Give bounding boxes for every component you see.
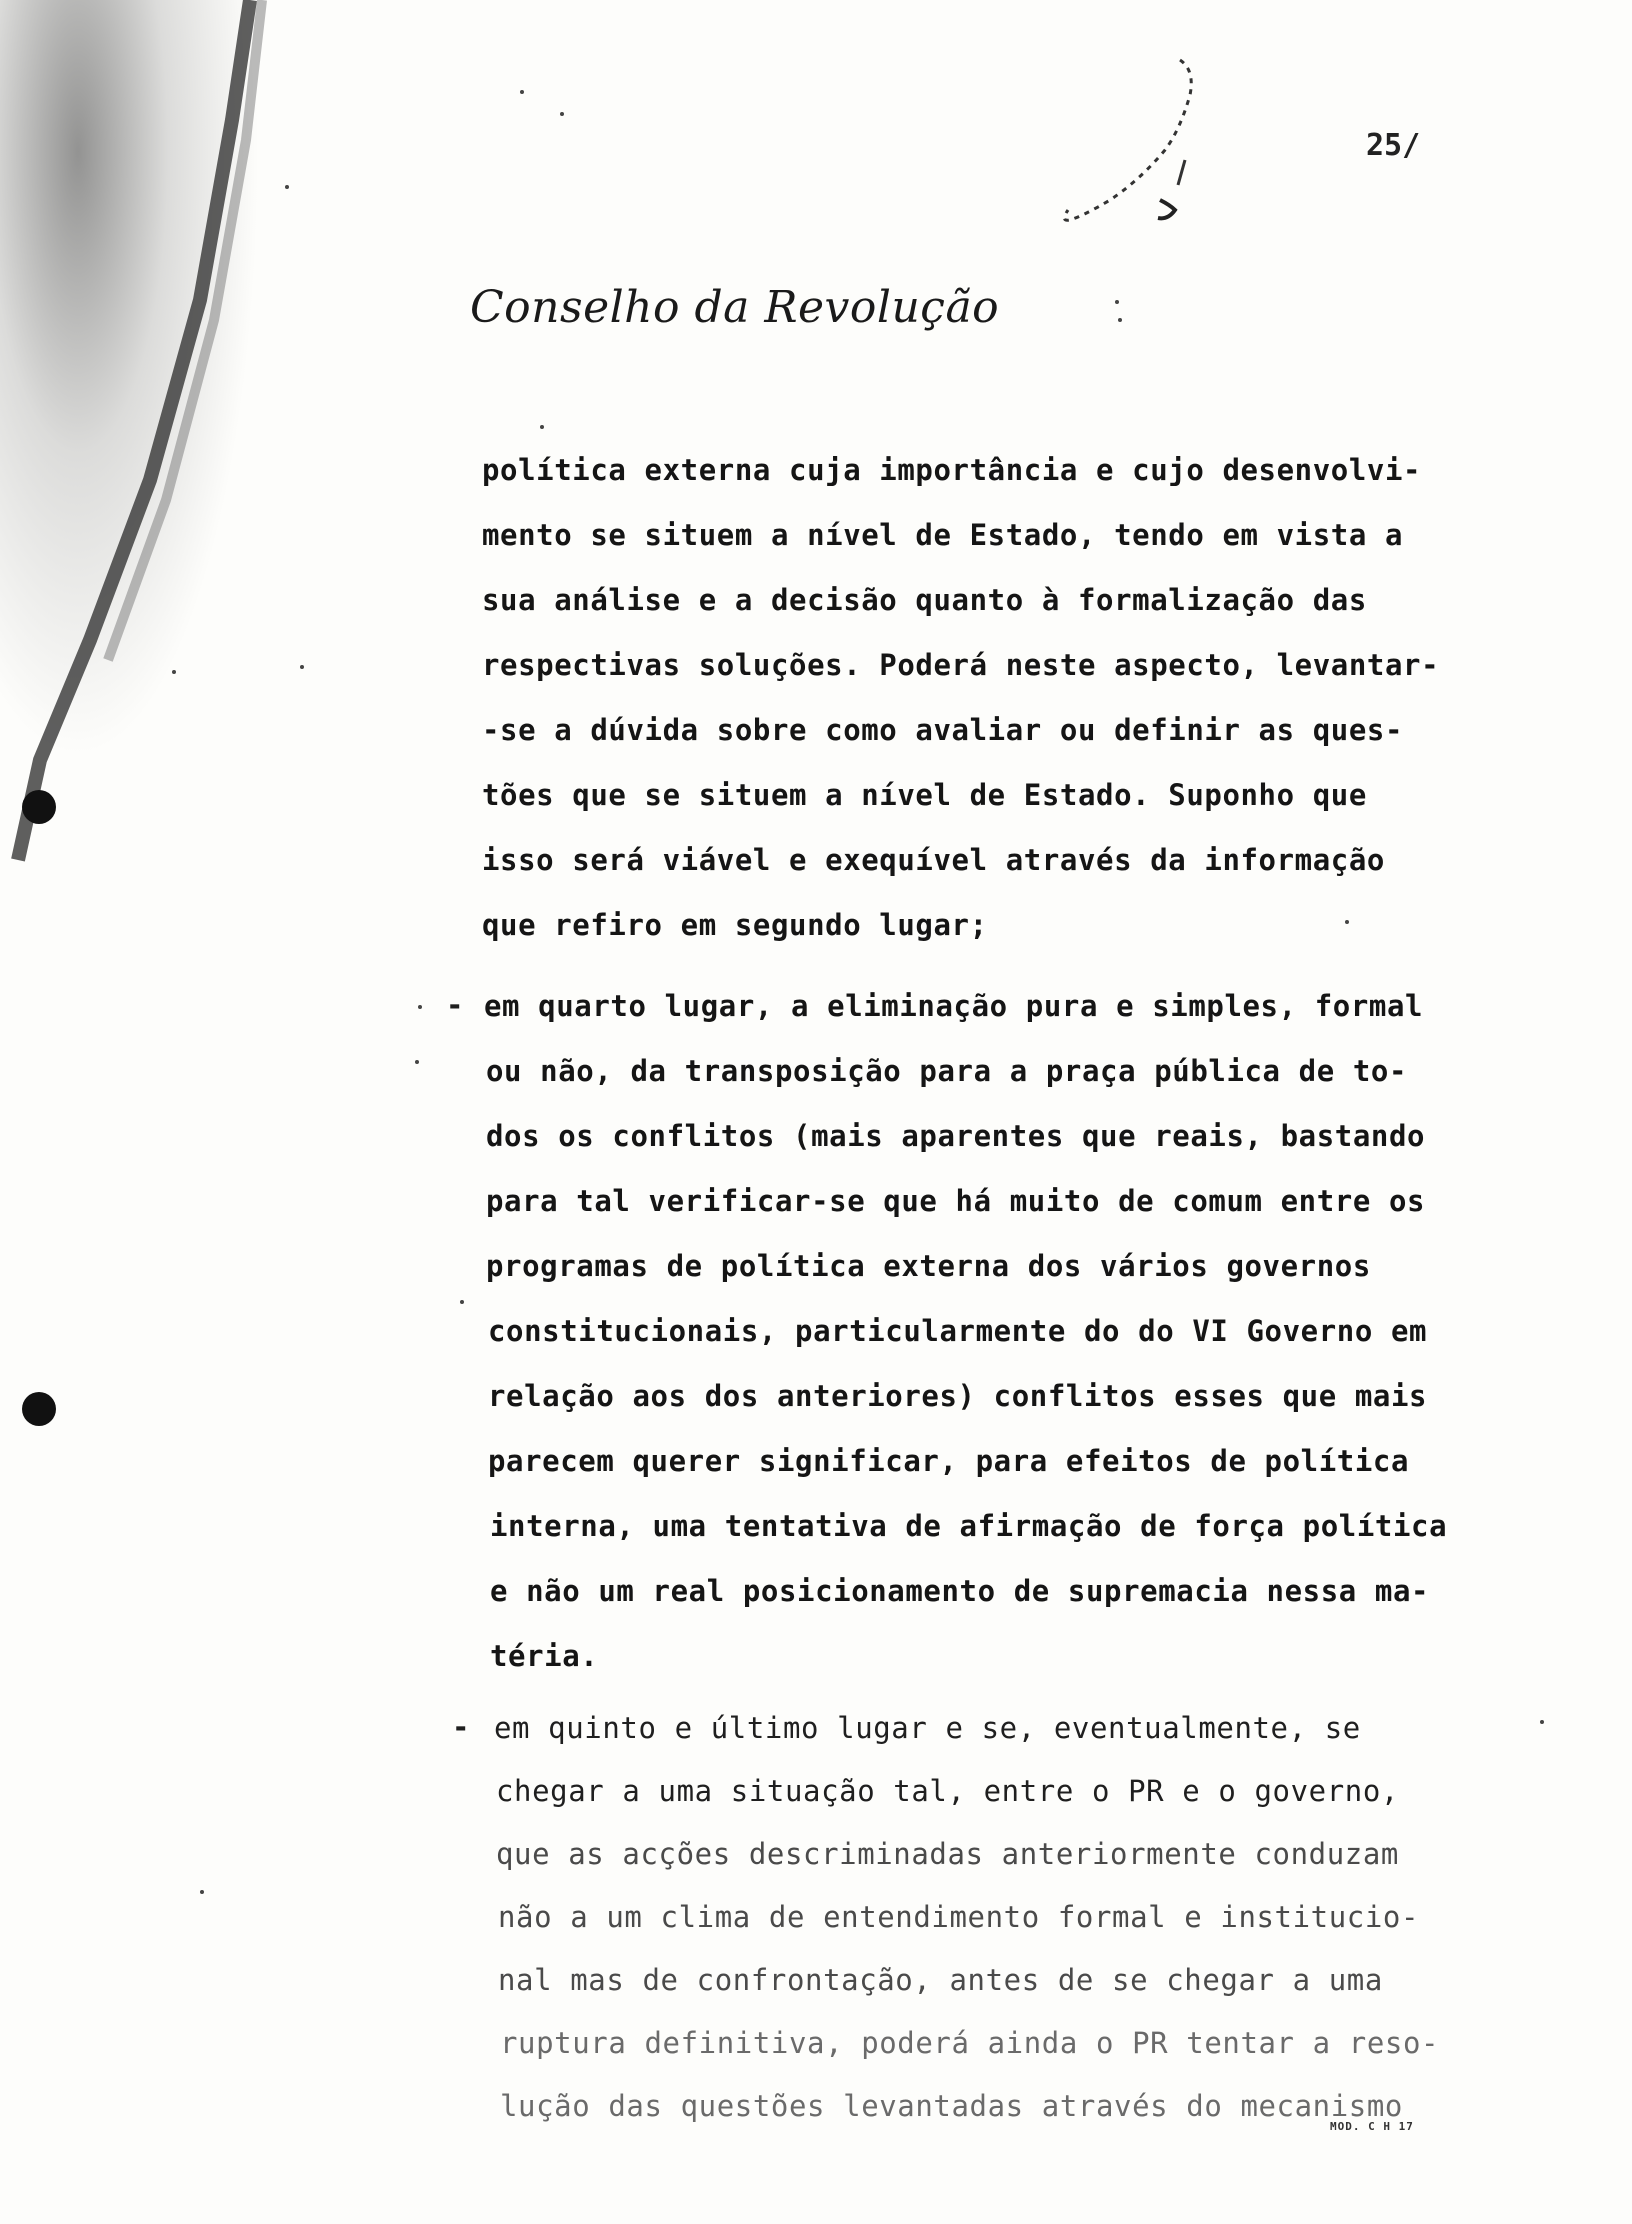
text-line: programas de política externa dos vários governos: [486, 1249, 1371, 1283]
text-line: relação aos dos anteriores) conflitos esses que mais: [488, 1379, 1428, 1413]
letterhead-title: Conselho da Revolução: [470, 282, 1000, 333]
text-line: tões que se situem a nível de Estado. Suponho que: [482, 778, 1367, 812]
text-line: isso será viável e exequível através da informação: [482, 843, 1385, 877]
bullet-dash: -: [446, 988, 464, 1022]
scan-speck: [415, 1060, 419, 1064]
punch-hole-bottom: [22, 1392, 56, 1426]
text-line: ruptura definitiva, poderá ainda o PR tentar a reso-: [500, 2026, 1440, 2060]
scan-speck: [520, 90, 524, 94]
text-line: e não um real posicionamento de supremacia nessa ma-: [490, 1574, 1430, 1608]
scan-speck: [172, 670, 176, 674]
text-line: constitucionais, particularmente do do VI Governo em: [488, 1314, 1428, 1348]
text-line: parecem querer significar, para efeitos de política: [488, 1444, 1410, 1478]
text-line: em quinto e último lugar e se, eventualmente, se: [494, 1711, 1361, 1745]
text-line: em quarto lugar, a eliminação pura e simples, formal: [484, 989, 1424, 1023]
text-line: respectivas soluções. Poderá neste aspecto, levantar-: [482, 648, 1440, 682]
text-line: sua análise e a decisão quanto à formalização das: [482, 583, 1367, 617]
scan-edge-streak: [0, 0, 300, 900]
text-line: que refiro em segundo lugar;: [482, 908, 988, 942]
bullet-dash: -: [452, 1710, 470, 1744]
scan-speck: [285, 185, 289, 189]
scan-speck: [460, 1300, 464, 1304]
text-line: não a um clima de entendimento formal e institucio-: [498, 1900, 1420, 1934]
scan-speck: [560, 112, 564, 116]
scan-speck: [200, 1890, 204, 1894]
scan-speck: [1115, 300, 1119, 304]
text-line: nal mas de confrontação, antes de se chegar a uma: [498, 1963, 1383, 1997]
punch-hole-top: [22, 790, 56, 824]
scan-speck: [1345, 920, 1349, 924]
text-line: -se a dúvida sobre como avaliar ou definir as ques-: [482, 713, 1404, 747]
text-line: chegar a uma situação tal, entre o PR e o governo,: [496, 1774, 1399, 1808]
text-line: que as acções descriminadas anteriormente conduzam: [496, 1837, 1399, 1871]
scan-speck: [300, 665, 304, 669]
text-line: téria.: [490, 1639, 599, 1673]
text-line: mento se situem a nível de Estado, tendo em vista a: [482, 518, 1404, 552]
text-line: política externa cuja importância e cujo desenvolvi-: [482, 453, 1422, 487]
scan-speck: [540, 425, 544, 429]
form-code: MOD. C H 17: [1330, 2120, 1414, 2133]
text-line: interna, uma tentativa de afirmação de força política: [490, 1509, 1448, 1543]
text-line: lução das questões levantadas através do mecanismo: [500, 2089, 1403, 2123]
handwritten-initials: [990, 50, 1210, 250]
scan-speck: [1118, 318, 1122, 322]
page-number: 25/: [1366, 128, 1421, 163]
text-line: dos os conflitos (mais aparentes que reais, bastando: [486, 1119, 1426, 1153]
text-line: ou não, da transposição para a praça pública de to-: [486, 1054, 1408, 1088]
text-line: para tal verificar-se que há muito de comum entre os: [486, 1184, 1426, 1218]
scan-speck: [1540, 1720, 1544, 1724]
scan-speck: [418, 1005, 422, 1009]
